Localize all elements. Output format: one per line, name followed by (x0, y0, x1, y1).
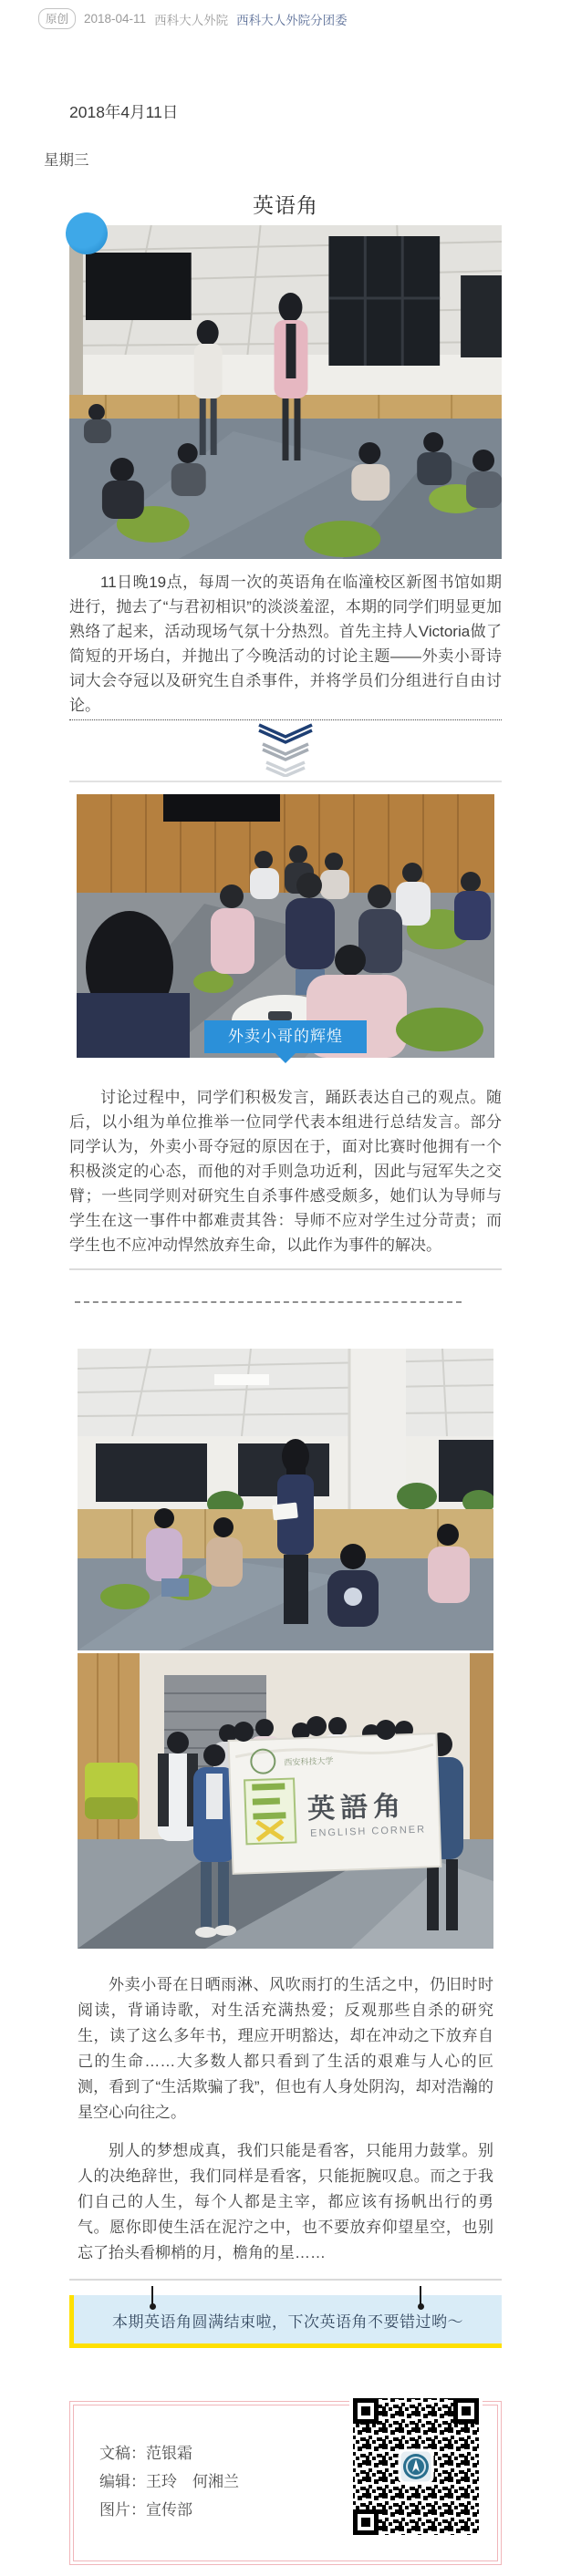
triple-chevron-down-icon (246, 722, 325, 777)
account-link[interactable]: 西科大人外院分团委 (236, 13, 348, 27)
credit-photos: 图片：宣传部 (99, 2501, 192, 2519)
credits-box (69, 2401, 502, 2565)
divider-dashed (75, 1301, 462, 1303)
paragraph-1: 11日晚19点，每周一次的英语角在临潼校区新图书馆如期进行，抛去了“与君初相识”的淡淡羞涩，本期的同学们明显更加熟络了起来，活动现场气氛十分热烈。首先主持人Victoria做了简短的开场白，并抛出了今晚活动的讨论主题——外卖小哥诗词大会夺冠以及研究生自杀事件，并将学员们分组进行自由讨论。 (69, 574, 502, 714)
banner-university-text: 西安科技大学 (284, 1755, 334, 1767)
original-badge: 原创 (38, 8, 76, 29)
photo4-illustration (78, 1653, 493, 1949)
photo-group-with-banner[interactable] (78, 1653, 493, 1949)
paragraph-3: 外卖小哥在日晒雨淋、风吹雨打的生活之中，仍旧时时阅读，背诵诗歌，对生活充满热爱；反观那些自杀的研究生，读了这么多年书，理应开明豁达，却在冲动之下放弃自己的生命……大多数人都只看到了生活的艰难与人心的叵测，看到了“生活欺骗了我”，但也有人身处阴沟，却对浩瀚的星空心向往之。 (78, 1976, 493, 2121)
photo-english-corner-opening[interactable] (69, 225, 502, 559)
paragraph-4: 别人的梦想成真，我们只能是看客，只能用力鼓掌。别人的决绝辞世，我们同样是看客，只能扼腕叹息。而之于我们自己的人生，每个人都是主宰，都应该有扬帆出行的勇气。愿你即使生活在泥泞之中，也不要放弃仰望星空，也别忘了抬头看柳梢的月，檐角的星…… (78, 2142, 493, 2261)
qr-center-logo (400, 2450, 432, 2483)
article-meta (0, 0, 571, 29)
photo-group-discussion[interactable] (77, 794, 494, 1058)
publish-date: 2018-04-11 (84, 12, 147, 26)
divider-gray-3 (69, 2279, 502, 2281)
qr-code (349, 2395, 483, 2539)
photo2-caption-banner: 外卖小哥的辉煌 (204, 1020, 367, 1053)
paragraph-2: 讨论过程中，同学们积极发言，踊跃表达自己的观点。随后，以小组为单位推举一位同学代表本组进行总结发言。部分同学认为，外卖小哥夺冠的原因在于，面对比赛时他拥有一个积极淡定的心态，而他的对手则急功近利，因此与冠军失之交臂；一些同学则对研究生自杀事件感受颇多，她们认为导师与学生在这一事件中都难责其咎：导师不应对学生过分苛责；而学生也不应冲动悍然放弃生命，以此作为事件的解决。 (69, 1089, 502, 1254)
credit-editors: 编辑：王玲 何湘兰 (99, 2473, 239, 2490)
credit-copywriter: 文稿：范银霜 (99, 2445, 192, 2462)
photo-host-speaking[interactable] (78, 1349, 493, 1650)
closing-notice (69, 2295, 502, 2348)
pin-icon (420, 2286, 421, 2306)
divider-gray-2 (69, 1268, 502, 1270)
closing-notice-text: 本期英语角圆满结束啦，下次英语角不要错过哟～ (69, 2295, 502, 2348)
divider-dotted (69, 719, 502, 720)
photo1-illustration (69, 225, 502, 559)
photo3-illustration (78, 1349, 493, 1650)
page-title: 英语角 (253, 193, 318, 217)
dateline-date: 2018年4月11日 (69, 103, 179, 121)
banner-subtitle-text: ENGLISH CORNER (309, 1824, 427, 1839)
blue-dot-icon (66, 212, 108, 254)
photo2-illustration (77, 794, 494, 1058)
divider-gray-1 (69, 781, 502, 782)
pin-icon (151, 2286, 153, 2306)
banner-title-text: 英語角 (306, 1791, 407, 1825)
account-name: 西科大人外院 (154, 13, 229, 27)
dateline-weekday: 星期三 (44, 152, 89, 169)
